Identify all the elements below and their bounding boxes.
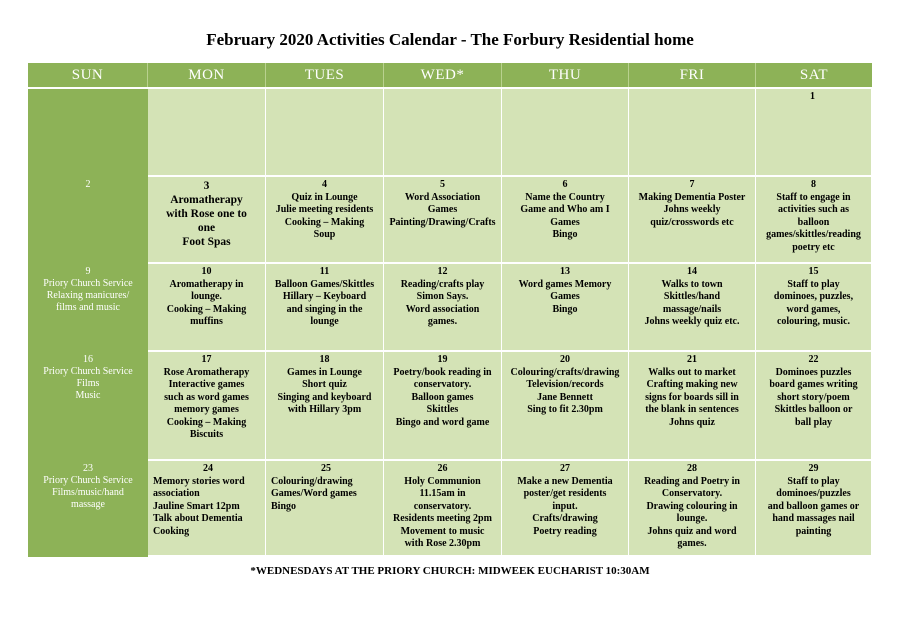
day-number: 21 (687, 354, 697, 365)
day-number: 1 (810, 91, 815, 102)
day-cell (756, 461, 872, 557)
activity-line: Rose Aromatherapy (163, 366, 250, 378)
day-number: 14 (687, 266, 697, 277)
activity-line: Residents meeting 2pm (393, 513, 492, 524)
day-cell (266, 89, 384, 177)
activity-line: Johns weekly quiz etc. (644, 316, 740, 327)
activity-line: games. (677, 538, 707, 549)
activity-line: Priory Church Service (43, 475, 133, 486)
day-number: 24 (203, 463, 213, 474)
activity-line: Staff to play (787, 475, 840, 487)
activity-line: Johns weekly (663, 204, 721, 215)
sunday-cell (28, 264, 148, 352)
day-number: 28 (687, 463, 697, 474)
activity-line: Films (76, 378, 100, 389)
day-cell (148, 264, 266, 352)
day-number: 19 (437, 354, 448, 365)
day-cell (629, 352, 756, 461)
activity-line: Interactive games (168, 379, 245, 390)
day-number: 20 (560, 354, 570, 365)
activity-line: Simon Says. (416, 291, 469, 302)
activity-line: massage (71, 499, 105, 510)
activity-line: Walks out to market (648, 366, 736, 378)
activity-line: Skittles (426, 404, 459, 415)
day-number: 8 (811, 179, 816, 190)
activity-line: Bingo (552, 229, 578, 240)
activity-line: poster/get residents (523, 488, 607, 499)
activity-line: Crafting making new (646, 379, 738, 390)
activity-line: Skittles/hand (663, 291, 721, 302)
activity-line: memory games (174, 404, 239, 415)
day-cell (148, 352, 266, 461)
day-number: 7 (689, 179, 695, 190)
day-cell (266, 352, 384, 461)
activity-line: conservatory. (413, 379, 472, 390)
sunday-cell (28, 352, 148, 461)
weekday-wed: WED* (384, 63, 502, 87)
activity-line: association (153, 488, 200, 499)
activity-line: Priory Church Service (43, 366, 133, 377)
activity-line: Crafts/drawing (532, 513, 598, 524)
weekday-sat: SAT (799, 67, 829, 83)
activity-line: films and music (56, 302, 120, 313)
activity-line: with Hillary 3pm (287, 404, 362, 415)
activity-line: ball play (795, 416, 832, 428)
activity-line: Cooking – Making (166, 416, 247, 428)
day-cell (148, 177, 266, 264)
activity-line: lounge. (191, 291, 222, 302)
day-number: 22 (808, 354, 819, 365)
activity-line: Memory stories word (153, 475, 245, 487)
activity-line: Game and Who am I (520, 204, 610, 215)
activity-line: Aromatherapy in (169, 278, 244, 290)
activity-line: Games (427, 204, 458, 215)
day-number: 25 (321, 463, 331, 474)
activity-line: and balloon games or (767, 500, 860, 512)
activity-line: Word games Memory (518, 278, 612, 290)
day-cell (629, 177, 756, 264)
activity-line: Games in Lounge (286, 366, 362, 378)
activity-line: Television/records (526, 379, 604, 390)
activity-line: Making Dementia Poster (638, 191, 746, 203)
day-cell (756, 264, 872, 352)
activity-line: Priory Church Service (43, 278, 133, 289)
activity-line: Balloon games (411, 391, 474, 403)
activity-line: Games (550, 291, 580, 302)
activity-line: poetry etc (792, 241, 835, 253)
activity-line: painting (795, 525, 832, 537)
activity-line: Word association (405, 303, 480, 315)
day-cell (266, 264, 384, 352)
sunday-cell (28, 89, 148, 177)
activity-line: games/skittles/reading (766, 229, 861, 240)
weekday-tue: TUES (266, 63, 384, 87)
activity-line: Biscuits (189, 429, 224, 440)
activity-line: Films/music/hand (52, 487, 124, 498)
day-cell (266, 461, 384, 557)
activity-line: Poetry/book reading in (393, 366, 492, 378)
activity-line: with Rose 2.30pm (404, 538, 481, 549)
weekday-fri: FRI (629, 63, 756, 87)
activity-line: Sing to fit 2.30pm (527, 404, 603, 415)
activity-line: board games writing (769, 379, 858, 390)
activity-line: Aromatherapy (170, 194, 243, 206)
day-number: 4 (322, 179, 327, 190)
day-number: 10 (201, 266, 212, 277)
day-number: 15 (808, 266, 819, 277)
activity-line: Staff to play (787, 278, 840, 290)
activity-line: lounge (310, 316, 339, 327)
day-number: 13 (560, 266, 570, 277)
sunday-cell (28, 177, 148, 264)
activity-line: Colouring/drawing (271, 475, 353, 487)
weekday-header (28, 63, 872, 87)
activity-line: Julie meeting residents (275, 204, 374, 215)
activity-line: Word Association (404, 191, 481, 203)
activity-line: Make a new Dementia (517, 475, 613, 487)
day-number: 17 (201, 354, 212, 365)
day-number: 27 (560, 463, 570, 474)
day-cell (756, 89, 872, 177)
activity-line: Music (75, 390, 101, 401)
activity-line: Skittles balloon or (774, 404, 853, 415)
activity-line: Games (550, 216, 580, 228)
activity-line: Cooking (153, 525, 190, 537)
activity-line: Johns quiz (669, 416, 715, 428)
day-cell (756, 352, 872, 461)
activity-line: Movement to music (400, 525, 485, 537)
activity-line: Cooking – Making (166, 303, 247, 315)
activity-line: 11.15am in (419, 488, 466, 499)
activity-line: with Rose one to (166, 208, 247, 220)
activity-line: games. (427, 316, 458, 327)
weekday-thu: THU (502, 63, 629, 87)
activity-line: Conservatory. (661, 488, 723, 499)
activity-line: Foot Spas (182, 236, 231, 248)
day-number: 16 (83, 354, 93, 365)
activity-line: Short quiz (302, 379, 347, 390)
activity-line: Games/Word games (271, 488, 357, 499)
activity-line: word games, (786, 303, 841, 315)
activity-line: and singing in the (286, 303, 363, 315)
calendar (28, 63, 872, 557)
activity-line: Soup (313, 229, 336, 240)
activity-line: muffins (190, 316, 223, 327)
activity-line: Name the Country (525, 191, 605, 203)
day-cell (384, 352, 502, 461)
day-number: 9 (85, 266, 91, 277)
calendar-title: February 2020 Activities Calendar - The Forbury Residential home (206, 30, 694, 49)
day-cell (502, 89, 629, 177)
day-cell (384, 264, 502, 352)
activity-line: Holy Communion (404, 475, 481, 487)
activity-line: Balloon Games/Skittles (274, 278, 375, 290)
sunday-cell (28, 461, 148, 557)
day-cell (502, 461, 629, 557)
activity-line: Jane Bennett (537, 391, 593, 403)
activity-line: one (197, 222, 216, 234)
day-number: 26 (437, 463, 448, 474)
activity-line: activities such as (777, 204, 850, 215)
activity-line: Cooking – Making (284, 216, 365, 228)
activity-line: Bingo (271, 500, 297, 512)
day-number: 29 (808, 463, 819, 474)
activity-line: Drawing colouring in (646, 500, 738, 512)
activity-line: dominoes/puzzles (776, 488, 851, 499)
day-cell (502, 264, 629, 352)
day-cell (384, 461, 502, 557)
activity-line: Walks to town (661, 278, 723, 290)
day-cell (629, 89, 756, 177)
activity-line: short story/poem (777, 391, 850, 403)
activity-line: hand massages nail (772, 513, 855, 524)
activity-line: Bingo and word game (395, 416, 490, 428)
day-cell (148, 461, 266, 557)
day-number: 2 (85, 179, 91, 190)
activity-line: Reading and Poetry in (644, 475, 740, 487)
activity-line: signs for boards sill in (645, 391, 739, 403)
activity-line: such as word games (164, 391, 249, 403)
activity-line: Reading/crafts play (400, 278, 485, 290)
activity-line: lounge. (676, 513, 708, 524)
activity-line: Quiz in Lounge (291, 191, 358, 203)
activity-line: massage/nails (662, 303, 722, 315)
activity-line: Staff to engage in (776, 191, 851, 203)
day-cell (502, 352, 629, 461)
day-cell (756, 177, 872, 264)
activity-line: balloon (797, 216, 830, 228)
day-cell (502, 177, 629, 264)
activity-line: quiz/crosswords etc (650, 216, 734, 228)
calendar-grid (28, 89, 872, 557)
activity-line: Relaxing manicures/ (46, 290, 130, 301)
day-cell (384, 177, 502, 264)
activity-line: Colouring/crafts/drawing (510, 366, 620, 378)
day-number: 5 (440, 179, 445, 190)
activity-line: Dominoes puzzles (775, 366, 852, 378)
activity-line: the blank in sentences (645, 404, 739, 415)
day-number: 23 (83, 463, 93, 474)
activity-line: Poetry reading (533, 525, 597, 537)
footer-note: *WEDNESDAYS AT THE PRIORY CHURCH: MIDWEEK EUCHARIST 10:30AM (250, 565, 650, 577)
day-number: 3 (203, 180, 210, 192)
day-cell (384, 89, 502, 177)
day-number: 11 (319, 266, 330, 277)
activity-line: conservatory. (413, 500, 472, 512)
activity-line: dominoes, puzzles, (773, 291, 854, 302)
day-number: 6 (562, 179, 568, 190)
day-cell (266, 177, 384, 264)
day-number: 12 (437, 266, 448, 277)
activity-line: input. (552, 500, 578, 512)
activity-line: Jauline Smart 12pm (153, 500, 240, 512)
activity-line: Painting/Drawing/Crafts (389, 216, 496, 228)
activity-line: colouring, music. (776, 316, 851, 327)
day-number: 18 (319, 354, 330, 365)
day-cell (629, 264, 756, 352)
day-cell (148, 89, 266, 177)
activity-line: Singing and keyboard (277, 391, 372, 403)
weekday-sun: SUN (28, 63, 148, 87)
activity-line: Bingo (552, 303, 578, 315)
day-cell (629, 461, 756, 557)
activity-line: Talk about Dementia (153, 513, 243, 524)
activity-line: Hillary – Keyboard (282, 291, 367, 302)
activity-line: Johns quiz and word (647, 525, 737, 537)
weekday-mon: MON (148, 63, 266, 87)
